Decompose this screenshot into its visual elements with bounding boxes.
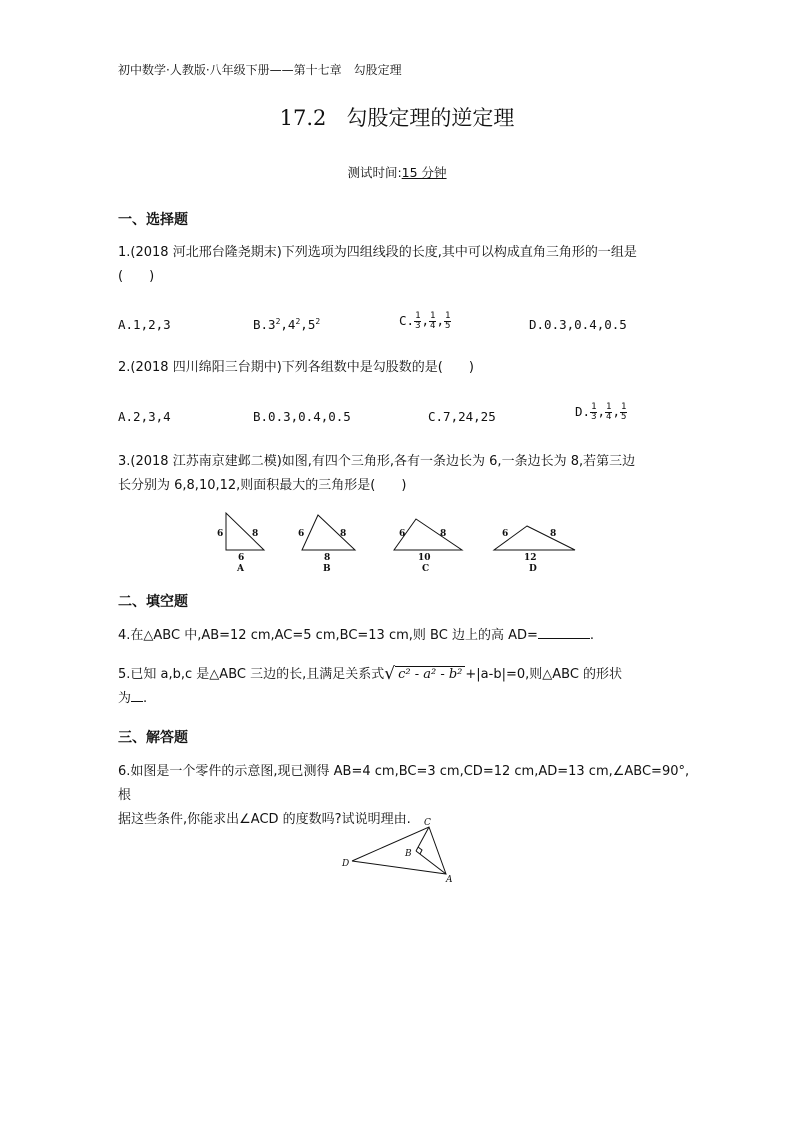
q3-line2: 长分别为 6,8,10,12,则面积最大的三角形是( ) [118,478,407,493]
triangle-b-shape [302,515,355,550]
section-number: 17.2 [279,106,327,130]
tri-d-right: 8 [550,529,557,539]
tri-c-right: 8 [440,529,447,539]
q5-sqrt-expression: c² - a² - b² [395,666,465,682]
page-header: 初中数学·人教版·八年级下册——第十七章 勾股定理 [118,63,402,77]
tri-b-right: 8 [340,529,347,539]
question-4: 4.在△ABC 中,AB=12 cm,AC=5 cm,BC=13 cm,则 BC 边上的高 AD= . [118,628,595,643]
q1-option-b: $B.3^2,4^2,5^2$ [253,317,321,333]
q2-option-b: B.0.3,0.4,0.5 [253,409,351,424]
q1-stem: 1.(2018 河北邢台隆尧期末)下列选项为四组线段的长度,其中可以构成直角三角形的一组是 [118,245,637,260]
question-1 [118,241,678,289]
q1-option-c: C. $\frac{1}{3}$ , $\frac{1}{4}$ , $\frac{1}{5}$ [399,311,451,331]
page-title [0,102,794,132]
label-d: D [342,859,350,869]
question-3 [118,450,698,498]
tri-c-bottom: 10 [418,553,431,563]
label-b: B [405,849,412,859]
label-a: A [446,875,453,885]
test-time-value: 15 分钟 [401,165,447,180]
tri-c-left: 6 [399,529,406,539]
tri-a-bottom: 6 [238,553,245,563]
label-c: C [424,818,431,828]
tri-a-right: 8 [252,529,259,539]
tri-c-label: C [422,564,430,574]
q2-option-a: A.2,3,4 [118,409,171,424]
quad-outline [352,827,446,874]
question-5: 5.已知 a,b,c 是△ABC 三边的长,且满足关系式√ c² - a² - b² +|a-b|=0,则△ABC 的形状 为 . [118,664,623,706]
q3-triangles-figure [200,505,600,577]
q6-quadrilateral-figure [335,815,465,887]
q1-option-a: A.1,2,3 [118,317,171,332]
section-fill: 二、填空题 [118,594,188,610]
title-text: 勾股定理的逆定理 [346,106,515,130]
q6-line1: 6.如图是一个零件的示意图,现已测得 AB=4 cm,BC=3 cm,CD=12 cm,AD=13 cm,∠ABC=90°,根 [118,764,690,803]
q6-line2: 据这些条件,你能求出∠ACD 的度数吗?试说明理由. [118,812,411,827]
question-2: 2.(2018 四川绵阳三台期中)下列各组数中是勾股数的是( ) [118,360,474,375]
triangle-a-shape [226,513,264,550]
test-time-label: 测试时间: [347,165,402,180]
q4-answer-blank [538,626,590,639]
section-choice: 一、选择题 [118,212,188,228]
tri-d-label: D [529,564,537,574]
test-time [0,163,794,181]
tri-b-bottom: 8 [324,553,331,563]
q2-option-d: D. $\frac{1}{3}$ , $\frac{1}{4}$ , $\frac{1}{5}$ [575,402,627,422]
section-answer: 三、解答题 [118,730,188,746]
q1-paren: ( ) [118,269,155,284]
q3-line1: 3.(2018 江苏南京建邺二模)如图,有四个三角形,各有一条边长为 6,一条边长为 8,若第三边 [118,454,636,469]
tri-b-label: B [323,564,331,574]
q2-option-c: C.7,24,25 [428,409,496,424]
tri-d-left: 6 [502,529,509,539]
tri-a-left: 6 [217,529,224,539]
q1-option-d: D.0.3,0.4,0.5 [529,317,627,332]
q5-answer-blank [131,689,143,702]
tri-b-left: 6 [298,529,305,539]
tri-d-bottom: 12 [524,553,537,563]
tri-a-label: A [237,564,244,574]
